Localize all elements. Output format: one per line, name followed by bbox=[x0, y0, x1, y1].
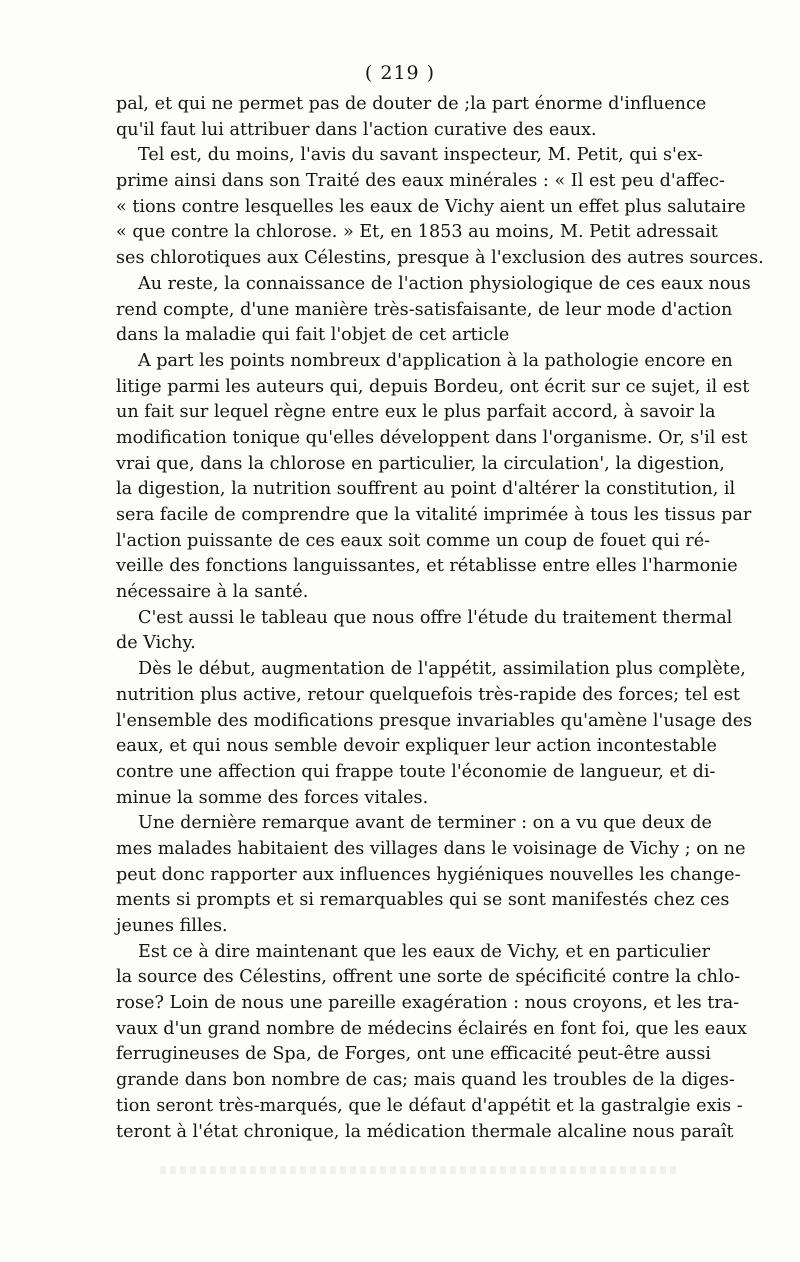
text-line: mes malades habitaient des villages dans le voisinage de Vichy ; on ne bbox=[116, 838, 746, 859]
body-text bbox=[116, 92, 764, 1145]
text-line: « tions contre lesquelles les eaux de Vichy aient un effet plus salutaire bbox=[116, 196, 746, 217]
text-line: prime ainsi dans son Traité des eaux minérales : « Il est peu d'affec- bbox=[116, 171, 725, 192]
text-line: nutrition plus active, retour quelquefois très-rapide des forces; tel est bbox=[116, 684, 740, 705]
page-number: ( 219 ) bbox=[364, 62, 436, 84]
text-line: ferrugineuses de Spa, de Forges, ont une efficacité peut-être aussi bbox=[116, 1044, 711, 1065]
text-line: qu'il faut lui attribuer dans l'action curative des eaux. bbox=[116, 119, 597, 140]
text-line: peut donc rapporter aux influences hygiéniques nouvelles les change- bbox=[116, 864, 741, 885]
text-line: minue la somme des forces vitales. bbox=[116, 787, 429, 808]
text-line: rose? Loin de nous une pareille exagération : nous croyons, et les tra- bbox=[116, 993, 740, 1014]
text-line: Au reste, la connaissance de l'action physiologique de ces eaux nous bbox=[138, 273, 751, 294]
text-line: ments si prompts et si remarquables qui se sont manifestés chez ces bbox=[116, 890, 730, 911]
text-line: de Vichy. bbox=[116, 633, 196, 654]
text-line: vaux d'un grand nombre de médecins éclairés en font foi, que les eaux bbox=[116, 1018, 747, 1039]
text-line: rend compte, d'une manière très-satisfaisante, de leur mode d'action bbox=[116, 299, 733, 320]
text-line: contre une affection qui frappe toute l'économie de langueur, et di- bbox=[116, 761, 716, 782]
text-line: teront à l'état chronique, la médication thermale alcaline nous paraît bbox=[116, 1121, 734, 1142]
text-line: veille des fonctions languissantes, et rétablisse entre elles l'harmonie bbox=[116, 556, 738, 577]
text-line: litige parmi les auteurs qui, depuis Bordeu, ont écrit sur ce sujet, il est bbox=[116, 376, 750, 397]
text-line: la source des Célestins, offrent une sorte de spécificité contre la chlo- bbox=[116, 967, 741, 988]
text-line: ses chlorotiques aux Célestins, presque à l'exclusion des autres sources. bbox=[116, 248, 764, 269]
text-line: l'action puissante de ces eaux soit comme un coup de fouet qui ré- bbox=[116, 530, 711, 551]
text-line: Une dernière remarque avant de terminer : on a vu que deux de bbox=[138, 813, 712, 834]
text-line: un fait sur lequel règne entre eux le plus parfait accord, à savoir la bbox=[116, 402, 716, 423]
text-line: eaux, et qui nous semble devoir expliquer leur action incontestable bbox=[116, 736, 717, 757]
text-line: Tel est, du moins, l'avis du savant inspecteur, M. Petit, qui s'ex- bbox=[138, 145, 703, 166]
text-line: dans la maladie qui fait l'objet de cet article bbox=[116, 325, 510, 346]
text-line: C'est aussi le tableau que nous offre l'étude du traitement thermal bbox=[138, 607, 733, 628]
text-line: la digestion, la nutrition souffrent au point d'altérer la constitution, il bbox=[116, 479, 736, 500]
text-line: vrai que, dans la chlorose en particulier, la circulation', la digestion, bbox=[116, 453, 725, 474]
text-line: modification tonique qu'elles développent dans l'organisme. Or, s'il est bbox=[116, 427, 748, 448]
text-line: Est ce à dire maintenant que les eaux de Vichy, et en particulier bbox=[138, 941, 711, 962]
text-line: jeunes filles. bbox=[116, 916, 228, 936]
text-line: l'ensemble des modifications presque invariables qu'amène l'usage des bbox=[116, 710, 753, 731]
show-through-bleed bbox=[160, 1166, 680, 1174]
text-line: pal, et qui ne permet pas de douter de ;la part énorme d'influence bbox=[116, 94, 707, 114]
text-line: tion seront très-marqués, que le défaut d'appétit et la gastralgie exis - bbox=[116, 1095, 743, 1116]
text-line: Dès le début, augmentation de l'appétit, assimilation plus complète, bbox=[138, 659, 746, 680]
text-line: grande dans bon nombre de cas; mais quand les troubles de la diges- bbox=[116, 1070, 735, 1091]
text-line: « que contre la chlorose. » Et, en 1853 au moins, M. Petit adressait bbox=[116, 222, 718, 243]
text-line: sera facile de comprendre que la vitalité imprimée à tous les tissus par bbox=[116, 505, 752, 525]
text-line: A part les points nombreux d'application à la pathologie encore en bbox=[138, 350, 733, 371]
text-line: nécessaire à la santé. bbox=[116, 582, 309, 603]
